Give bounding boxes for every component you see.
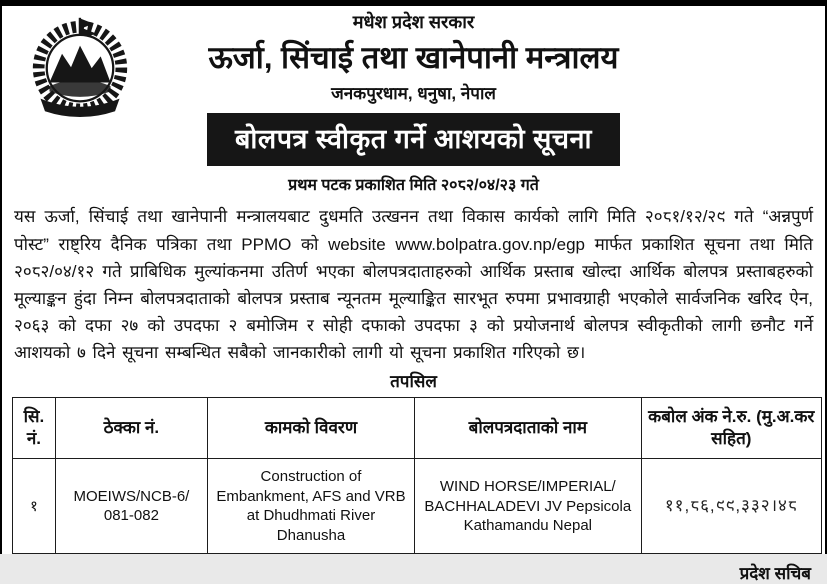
table-header-row [13, 398, 822, 459]
published-date-line: प्रथम पटक प्रकाशित मिति २०८२/०४/२३ गते [288, 177, 539, 195]
cell-contract-number: MOEIWS/NCB-6/ 081-082 [55, 459, 207, 554]
header-bidder-name: बोलपत्रदाताको नाम [415, 398, 642, 459]
signature-title: प्रदेश सचिब [739, 564, 811, 584]
table-caption: तपसिल [390, 372, 437, 392]
header-serial-number: सि. नं. [13, 398, 56, 459]
cell-quoted-amount: ११,८६,९९,३३२।४८ [641, 459, 821, 554]
table-row [13, 459, 822, 554]
ministry-address: जनकपुरधाम, धनुषा, नेपाल [331, 84, 496, 104]
header-quoted-amount: कबोल अंक ने.रु. (मु.अ.कर सहित) [641, 398, 821, 459]
ministry-name: ऊर्जा, सिंचाई तथा खानेपानी मन्त्रालय [208, 39, 619, 75]
header-contract-number: ठेक्का नं. [55, 398, 207, 459]
notice-title: बोलपत्र स्वीकृत गर्ने आशयको सूचना [207, 113, 620, 166]
bid-detail-table [12, 397, 822, 554]
notice-body-paragraph: यस ऊर्जा, सिंचाई तथा खानेपानी मन्त्रालयबाट दुधमति उत्खनन तथा विकास कार्यको लागि मिति २०८१/१२/२९ गते “अन्नपुर्ण पोस्ट” राष्ट्रिय दैनिक पत्रिका तथा PPMO को website www.bolpatra.gov.np/egp मार्फत प्रकाशित सूचना तथा मिति २०८२/०४/१२ गते प्राबिधिक मुल्यांकनमा उतिर्ण भएका बोलपत्रदाताहरुको आर्थिक प्रस्ताब खोल्दा आर्थिक बोलपत्र प्रस्ताबहरुको मूल्याङ्कन हुंदा निम्न बोलपत्रदाताको बोलपत्र प्रस्ताब न्यूनतम मूल्याङ्कित सारभूत रुपमा प्रभावग्राही भएकोले सार्वजनिक खरिद ऐन, २०६३ को दफा २७ को उपदफा २ बमोजिम र सोही दफाको उपदफा ३ को प्रयोजनार्थ बोलपत्र स्वीकृतीको लागी छनौट गर्ने आशयको ७ दिने सूचना सम्बन्धित सबैको जानकारीको लागी यो सूचना प्रकाशित गरिएको छ। [14, 207, 813, 363]
madhesh-province-emblem-icon [26, 16, 134, 127]
cell-bidder-name: WIND HORSE/IMPERIAL/ BACHHALADEVI JV Pepsicola Kathamandu Nepal [415, 459, 642, 554]
cell-work-description: Construction of Embankment, AFS and VRB at Dhudhmati River Dhanusha [207, 459, 414, 554]
cell-serial-number: १ [13, 459, 56, 554]
header-work-description: कामको विवरण [207, 398, 414, 459]
government-name: मधेश प्रदेश सरकार [352, 12, 475, 32]
